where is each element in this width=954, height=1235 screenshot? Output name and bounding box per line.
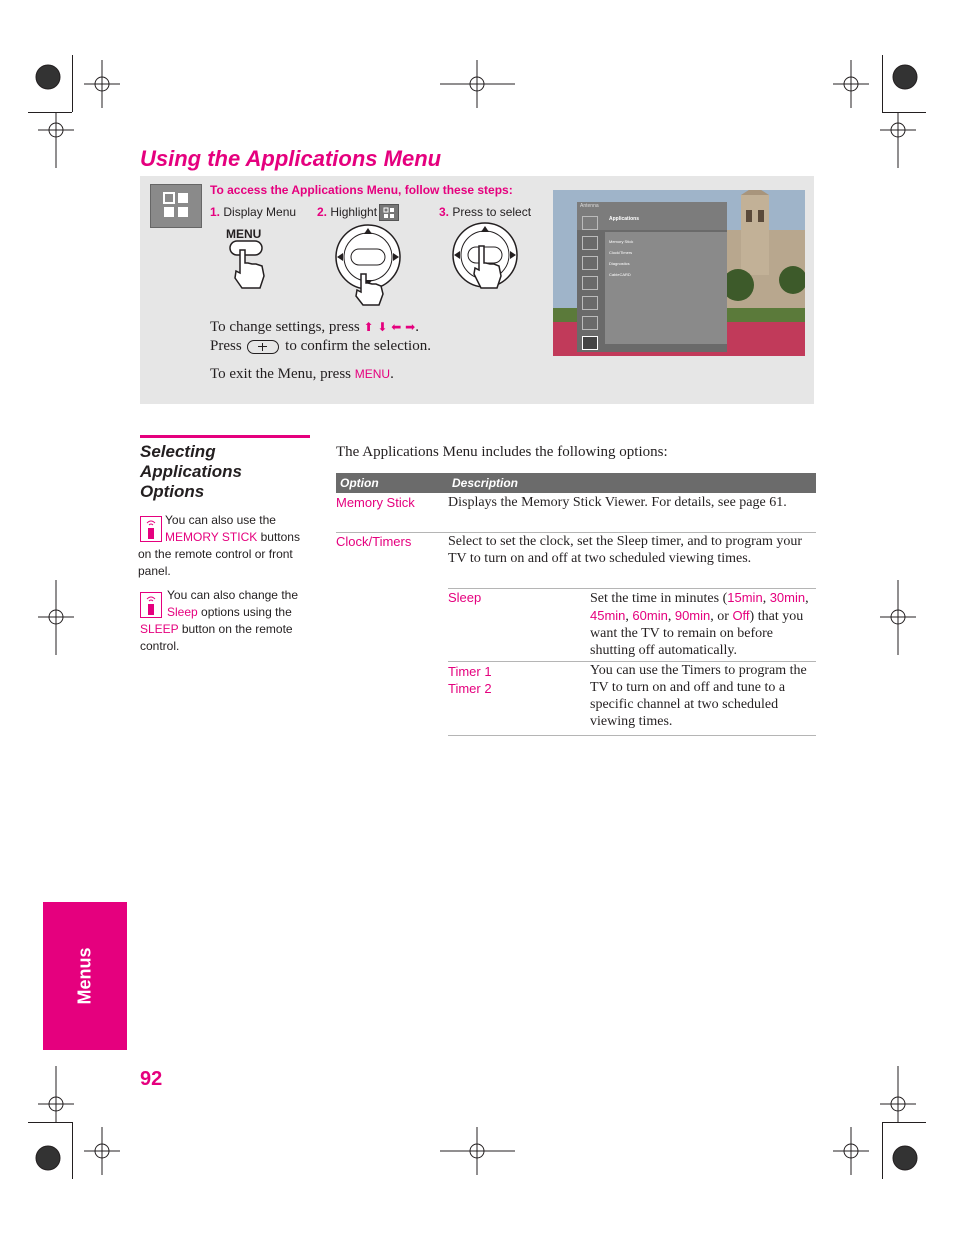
option-sleep: Sleep bbox=[448, 590, 482, 605]
menu-button-label: MENU bbox=[226, 227, 262, 241]
exit-menu-button-label: MENU bbox=[354, 367, 391, 381]
page-title: Using the Applications Menu bbox=[140, 146, 442, 171]
dpad-highlight-icon bbox=[333, 224, 403, 306]
table-header: Option Description bbox=[336, 473, 816, 493]
desc-sleep: Set the time in minutes (15min, 30min, 45min, 60min, 90min, or Off) that you want the TV to remain on before shutting off automatically. bbox=[590, 590, 809, 658]
tv-menu-icon-column bbox=[582, 214, 600, 344]
hand-press-menu-icon bbox=[222, 238, 272, 293]
option-timers: Timer 1 Timer 2 bbox=[448, 664, 492, 696]
note-sleep: You can also change the Sleep options using the SLEEP button on the remote control. bbox=[140, 588, 298, 653]
section-title: Selecting Applications Options bbox=[140, 442, 243, 501]
section-tab bbox=[43, 902, 127, 1050]
applications-icon bbox=[150, 184, 202, 228]
section-tab-label: Menus bbox=[74, 947, 95, 1005]
desc-timers: You can use the Timers to program the TV to turn on and off and tune to a specific channel at two scheduled viewing times. bbox=[590, 663, 807, 729]
step-1: 1. Display Menu bbox=[210, 205, 297, 219]
tv-menu-header: Antenna bbox=[580, 203, 599, 209]
section-rule bbox=[140, 435, 310, 438]
steps-heading: To access the Applications Menu, follow these steps: bbox=[210, 183, 513, 197]
tv-menu-title: Applications bbox=[609, 216, 640, 222]
option-memory-stick: Memory Stick bbox=[336, 495, 415, 510]
exit-text: To exit the Menu, press MENU. bbox=[210, 366, 394, 382]
highlight-app-icon bbox=[379, 204, 399, 221]
page-number: 92 bbox=[140, 1068, 163, 1090]
option-clock-timers: Clock/Timers bbox=[336, 534, 412, 549]
tv-menu-screenshot bbox=[553, 190, 805, 356]
tv-menu-items: Memory Stick Clock/Timers Diagnostics CableCARD bbox=[609, 239, 634, 277]
arrow-keys-icon: ⬆ ⬇ ⬅ ➡ bbox=[363, 320, 416, 334]
desc-memory-stick: Displays the Memory Stick Viewer. For details, see page 61. bbox=[448, 495, 787, 510]
step-2: 2. Highlight bbox=[317, 205, 378, 219]
note-memory-stick: You can also use the MEMORY STICK buttons on the remote control or front panel. bbox=[138, 513, 300, 578]
confirm-text: Press to confirm the selection. bbox=[210, 338, 431, 354]
select-button-icon bbox=[247, 340, 279, 354]
change-settings-text: To change settings, press ⬆ ⬇ ⬅ ➡. bbox=[210, 319, 419, 335]
step-3: 3. Press to select bbox=[439, 205, 532, 219]
desc-clock-timers: Select to set the clock, set the Sleep timer, and to program your TV to turn on and off at two scheduled viewing times. bbox=[448, 534, 803, 566]
dpad-select-icon bbox=[450, 222, 520, 294]
table-intro: The Applications Menu includes the following options: bbox=[336, 444, 668, 460]
